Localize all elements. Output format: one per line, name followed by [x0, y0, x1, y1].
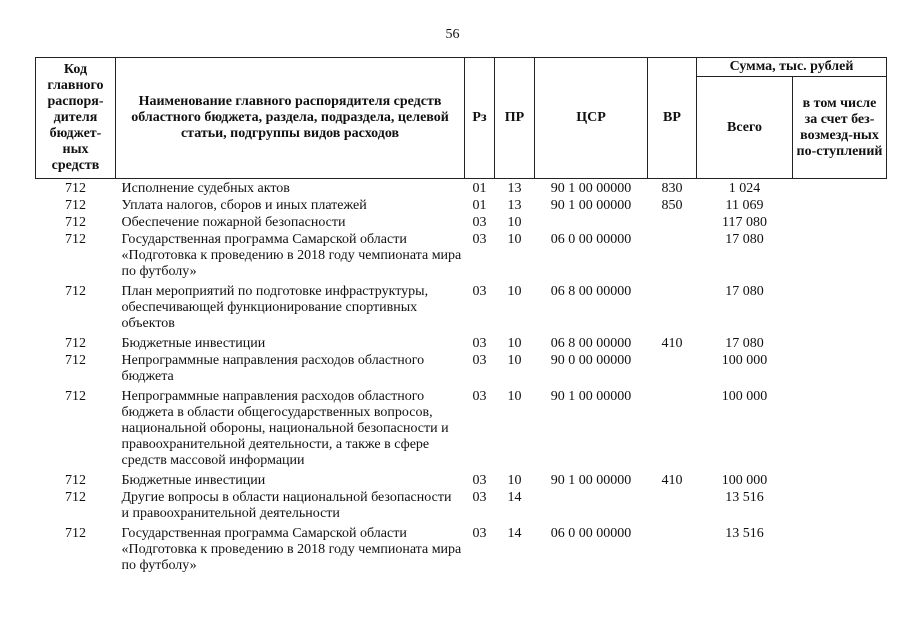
table-row — [36, 389, 887, 473]
cell-code: 712 — [65, 473, 86, 488]
cell-pr: 13 — [507, 181, 522, 196]
cell-pr: 10 — [507, 389, 522, 404]
cell-name: Обеспечение пожарной безопасности — [121, 215, 346, 230]
cell-name: Другие вопросы в области национальной безопасности и правоохранительной деятельности — [121, 490, 452, 521]
cell-total: 100 000 — [721, 353, 768, 368]
cell-pr: 10 — [507, 473, 522, 488]
cell-vr — [648, 215, 697, 232]
cell-csr — [535, 490, 648, 526]
table-row — [36, 336, 887, 353]
cell-total: 1 024 — [728, 181, 761, 196]
cell-vr — [648, 284, 697, 336]
header-total: Всего — [697, 77, 793, 179]
header-name: Наименование главного распорядителя средств областного бюджета, раздела, подраздела, целевой статьи, подгруппы видов расходов — [116, 58, 465, 179]
cell-csr: 90 1 00 00000 — [550, 198, 632, 213]
cell-name: Государственная программа Самарской области «Подготовка к проведению в 2018 году чемпионата мира по футболу» — [121, 232, 462, 279]
cell-total: 100 000 — [721, 389, 768, 404]
cell-vr — [648, 526, 697, 575]
cell-csr: 06 0 00 00000 — [550, 232, 632, 247]
cell-gratuitous — [793, 336, 887, 353]
cell-code: 712 — [65, 284, 86, 299]
cell-code: 712 — [65, 181, 86, 196]
cell-name: Уплата налогов, сборов и иных платежей — [121, 198, 367, 213]
cell-rz: 03 — [472, 353, 487, 368]
cell-gratuitous — [793, 179, 887, 199]
cell-vr — [648, 490, 697, 526]
cell-name: Исполнение судебных актов — [121, 181, 290, 196]
cell-code: 712 — [65, 215, 86, 230]
cell-vr: 410 — [661, 336, 683, 351]
table-row — [36, 232, 887, 284]
cell-vr: 830 — [661, 181, 683, 196]
cell-rz: 03 — [472, 232, 487, 247]
cell-csr: 90 1 00 00000 — [550, 181, 632, 196]
cell-rz: 03 — [472, 473, 487, 488]
cell-pr: 10 — [507, 336, 522, 351]
cell-rz: 03 — [472, 336, 487, 351]
cell-gratuitous — [793, 215, 887, 232]
cell-pr: 13 — [507, 198, 522, 213]
cell-name: План мероприятий по подготовке инфраструктуры, обеспечивающей функционирование спортивных объектов — [121, 284, 429, 331]
page-number: 56 — [445, 27, 460, 42]
cell-gratuitous — [793, 198, 887, 215]
cell-rz: 01 — [472, 181, 487, 196]
cell-name: Государственная программа Самарской области «Подготовка к проведению в 2018 году чемпионата мира по футболу» — [121, 526, 462, 573]
cell-csr: 06 0 00 00000 — [550, 526, 632, 541]
cell-csr — [535, 215, 648, 232]
cell-name: Бюджетные инвестиции — [121, 336, 266, 351]
cell-gratuitous — [793, 284, 887, 336]
cell-total: 17 080 — [725, 284, 764, 299]
cell-code: 712 — [65, 336, 86, 351]
cell-code: 712 — [65, 232, 86, 247]
cell-csr: 90 1 00 00000 — [550, 473, 632, 488]
budget-table — [35, 57, 887, 575]
cell-csr: 90 1 00 00000 — [550, 389, 632, 404]
header-vr: ВР — [648, 58, 697, 179]
cell-code: 712 — [65, 389, 86, 404]
cell-total: 100 000 — [721, 473, 768, 488]
cell-code: 712 — [65, 198, 86, 213]
cell-pr: 10 — [507, 232, 522, 247]
table-header — [36, 58, 887, 179]
cell-rz: 03 — [472, 389, 487, 404]
cell-total: 17 080 — [725, 232, 764, 247]
cell-total: 13 516 — [725, 526, 764, 541]
cell-total: 11 069 — [725, 198, 764, 213]
cell-rz: 03 — [472, 284, 487, 299]
table-row — [36, 473, 887, 490]
cell-pr: 10 — [507, 215, 522, 230]
cell-pr: 10 — [507, 353, 522, 368]
cell-total: 17 080 — [725, 336, 764, 351]
cell-total: 13 516 — [725, 490, 764, 505]
cell-rz: 03 — [472, 215, 487, 230]
table-body — [36, 179, 887, 576]
cell-rz: 03 — [472, 490, 487, 505]
cell-code: 712 — [65, 490, 86, 505]
table-row — [36, 215, 887, 232]
cell-gratuitous — [793, 473, 887, 490]
cell-name: Непрограммные направления расходов областного бюджета в области общегосударственных вопросов, национальной обороны, национальной безопасности и правоохранительной деятельности, а также в сфере средств массовой информации — [121, 389, 449, 468]
cell-gratuitous — [793, 389, 887, 473]
cell-code: 712 — [65, 526, 86, 541]
cell-name: Непрограммные направления расходов областного бюджета — [121, 353, 425, 384]
cell-pr: 10 — [507, 284, 522, 299]
table-row — [36, 490, 887, 526]
header-pr: ПР — [495, 58, 535, 179]
cell-vr — [648, 232, 697, 284]
cell-vr — [648, 389, 697, 473]
cell-gratuitous — [793, 353, 887, 389]
header-gratuitous: в том числе за счет без-возмезд-ных по-ступлений — [793, 77, 887, 179]
cell-vr — [648, 353, 697, 389]
table-row — [36, 526, 887, 575]
header-sum-group: Сумма, тыс. рублей — [697, 58, 887, 77]
cell-pr: 14 — [507, 490, 522, 505]
table-row — [36, 179, 887, 199]
cell-gratuitous — [793, 232, 887, 284]
cell-pr: 14 — [507, 526, 522, 541]
cell-total: 117 080 — [722, 215, 767, 230]
cell-vr: 410 — [661, 473, 683, 488]
cell-rz: 01 — [472, 198, 487, 213]
cell-csr: 06 8 00 00000 — [550, 336, 632, 351]
cell-csr: 06 8 00 00000 — [550, 284, 632, 299]
cell-rz: 03 — [472, 526, 487, 541]
header-csr: ЦСР — [535, 58, 648, 179]
table-row — [36, 284, 887, 336]
cell-name: Бюджетные инвестиции — [121, 473, 266, 488]
table-row — [36, 198, 887, 215]
cell-vr: 850 — [661, 198, 683, 213]
table-row — [36, 353, 887, 389]
header-rz: Рз — [465, 58, 495, 179]
cell-csr: 90 0 00 00000 — [550, 353, 632, 368]
cell-code: 712 — [65, 353, 86, 368]
cell-gratuitous — [793, 490, 887, 526]
cell-gratuitous — [793, 526, 887, 575]
header-code: Код главного распоря-дителя бюджет-ных средств — [36, 58, 116, 179]
